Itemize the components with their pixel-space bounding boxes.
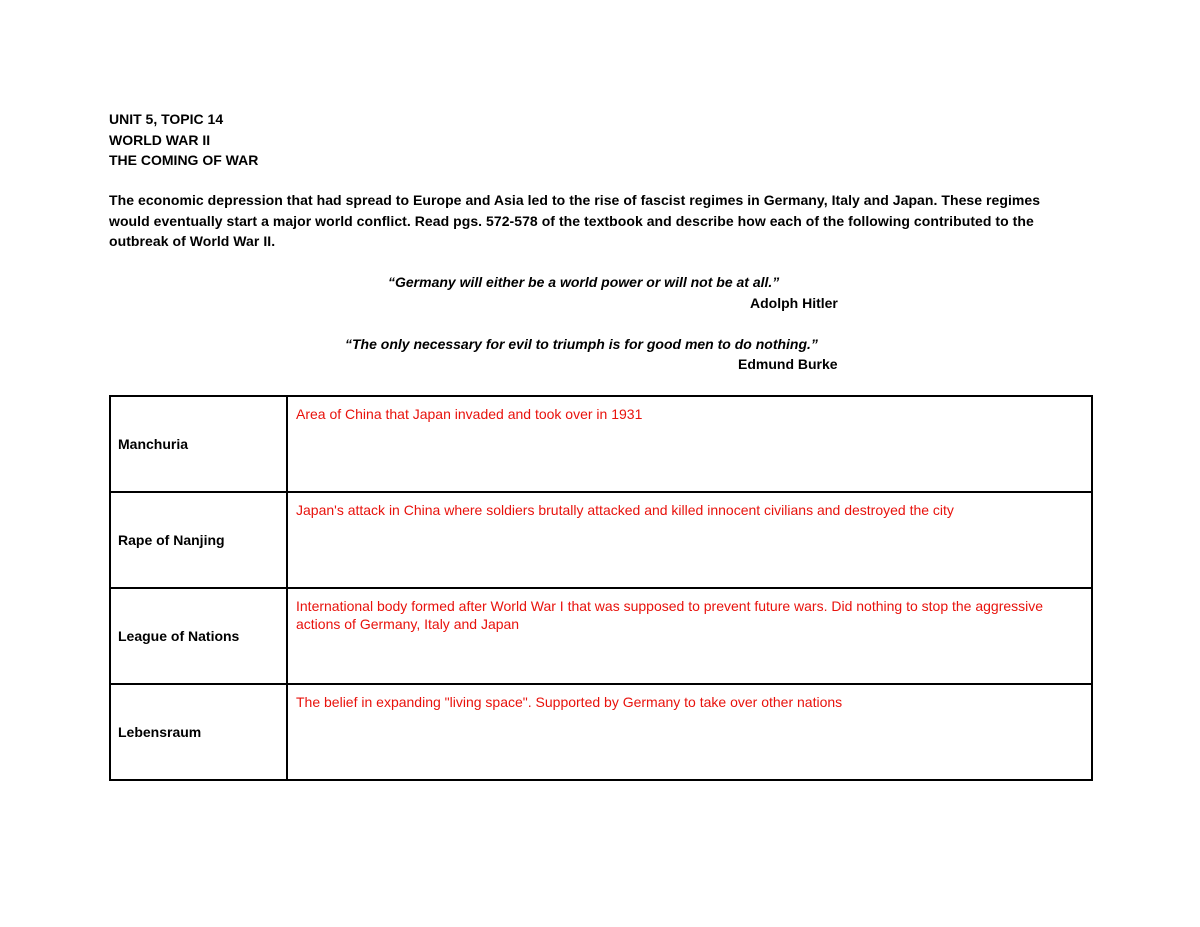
quote-author-hitler: Adolph Hitler [750,295,838,311]
document-heading [109,109,258,171]
definition-cell: Area of China that Japan invaded and took over in 1931 [287,396,1092,492]
term-cell: Rape of Nanjing [110,492,287,588]
table-row [110,588,1092,684]
table-row [110,396,1092,492]
definition-cell: Japan's attack in China where soldiers brutally attacked and killed innocent civilians and destroyed the city [287,492,1092,588]
quote-hitler: “Germany will either be a world power or will not be at all.” [388,274,780,290]
quote-author-burke: Edmund Burke [738,356,838,372]
quote-burke: “The only necessary for evil to triumph is for good men to do nothing.” [345,336,818,352]
terms-table [109,395,1093,781]
subject-line: WORLD WAR II [109,131,211,148]
definition-cell: The belief in expanding "living space". Supported by Germany to take over other nations [287,684,1092,780]
lesson-title: THE COMING OF WAR [109,152,259,168]
definition-cell: International body formed after World War I that was supposed to prevent future wars. Did nothing to stop the aggressive actions of Germany, Italy and Japan [287,588,1092,684]
table-row [110,684,1092,780]
intro-paragraph: The economic depression that had spread to Europe and Asia led to the rise of fascist regimes in Germany, Italy and Japan. These regimes would eventually start a major world conflict. Read pgs. 572-578 of the textbook and describe how each of the following contributed to the outbreak of World War II. [109,192,1041,249]
unit-topic-line: UNIT 5, TOPIC 14 [109,111,224,127]
term-cell: League of Nations [110,588,287,684]
term-cell: Manchuria [110,396,287,492]
term-cell: Lebensraum [110,684,287,780]
table-row [110,492,1092,588]
